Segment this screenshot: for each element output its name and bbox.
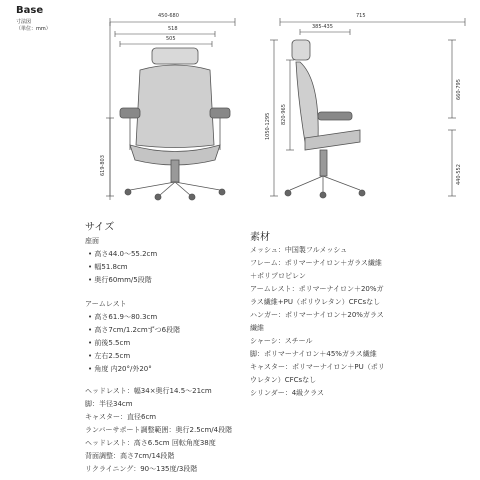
diagram-unit: （単位：mm） — [16, 26, 51, 32]
size-other-item: ランバーサポート調整範囲：奥行2.5cm/4段階 — [85, 426, 233, 434]
material-line: シャーシ：スチール — [250, 337, 313, 345]
chair-drawings — [0, 0, 480, 210]
dim-side-height-outer: 1050-1295 — [265, 112, 271, 140]
arm-item: • 左右2.5cm — [88, 351, 130, 361]
size-other-item: ヘッドレスト：幅34×奥行14.5〜21cm — [85, 387, 212, 395]
size-other-item: リクライニング：90〜135度/3段階 — [85, 465, 198, 473]
dim-front-width-overall: 450-680 — [158, 13, 179, 19]
material-line: 繊維 — [250, 324, 264, 332]
arm-item: • 高さ61.9〜80.3cm — [88, 312, 157, 322]
arm-item: • 角度 内20°/外20° — [88, 364, 152, 374]
size-other-item: 背面調整：高さ7cm/14段階 — [85, 452, 175, 460]
material-line: フレーム：ポリマーナイロン＋ガラス繊維 — [250, 259, 382, 267]
size-other-item: 脚：半径34cm — [85, 400, 133, 408]
dim-side-height-mid: 820-965 — [281, 104, 287, 125]
material-line: メッシュ：中国製フルメッシュ — [250, 246, 348, 254]
material-heading: 素材 — [250, 232, 270, 243]
material-line: シリンダー：4級クラス — [250, 389, 324, 397]
dim-front-width-3: 505 — [166, 36, 176, 42]
dim-side-height-right-top: 660-795 — [456, 79, 462, 100]
dim-front-width-2: 518 — [168, 26, 178, 32]
size-other-item: ヘッドレスト：高さ6.5cm 回転角度38度 — [85, 439, 216, 447]
material-line: ＋ポリプロピレン — [250, 272, 306, 280]
diagram-title: Base — [16, 5, 44, 16]
size-heading: サイズ — [85, 222, 115, 233]
material-line: ラス繊維+PU（ポリウレタン）CFCsなし — [250, 298, 381, 306]
arm-title: アームレスト — [85, 300, 127, 308]
dim-side-height-right-bottom: 440-552 — [456, 164, 462, 185]
material-line: ハンガー：ポリマーナイロン＋20%ガラス — [250, 311, 384, 319]
dim-side-depth-2: 385-435 — [312, 24, 333, 30]
arm-item: • 高さ7cm/1.2cmずつ6段階 — [88, 325, 180, 335]
size-other-item: キャスター：直径6cm — [85, 413, 157, 421]
dim-front-height: 619-803 — [100, 155, 106, 176]
diagram-subtitle: 寸法図 — [16, 19, 32, 25]
material-line: 脚：ポリマーナイロン＋45%ガラス繊維 — [250, 350, 377, 358]
seat-item: • 高さ44.0〜55.2cm — [88, 249, 157, 259]
material-line: キャスター：ポリマーナイロン＋PU（ポリ — [250, 363, 385, 371]
material-line: アームレスト：ポリマーナイロン＋20%ガ — [250, 285, 384, 293]
seat-item: • 幅51.8cm — [88, 262, 128, 272]
arm-item: • 前後5.5cm — [88, 338, 130, 348]
seat-item: • 奥行60mm/5段階 — [88, 275, 152, 285]
dim-side-depth: 715 — [356, 13, 366, 19]
material-line: ウレタン）CFCsなし — [250, 376, 317, 384]
seat-title: 座面 — [85, 237, 99, 245]
